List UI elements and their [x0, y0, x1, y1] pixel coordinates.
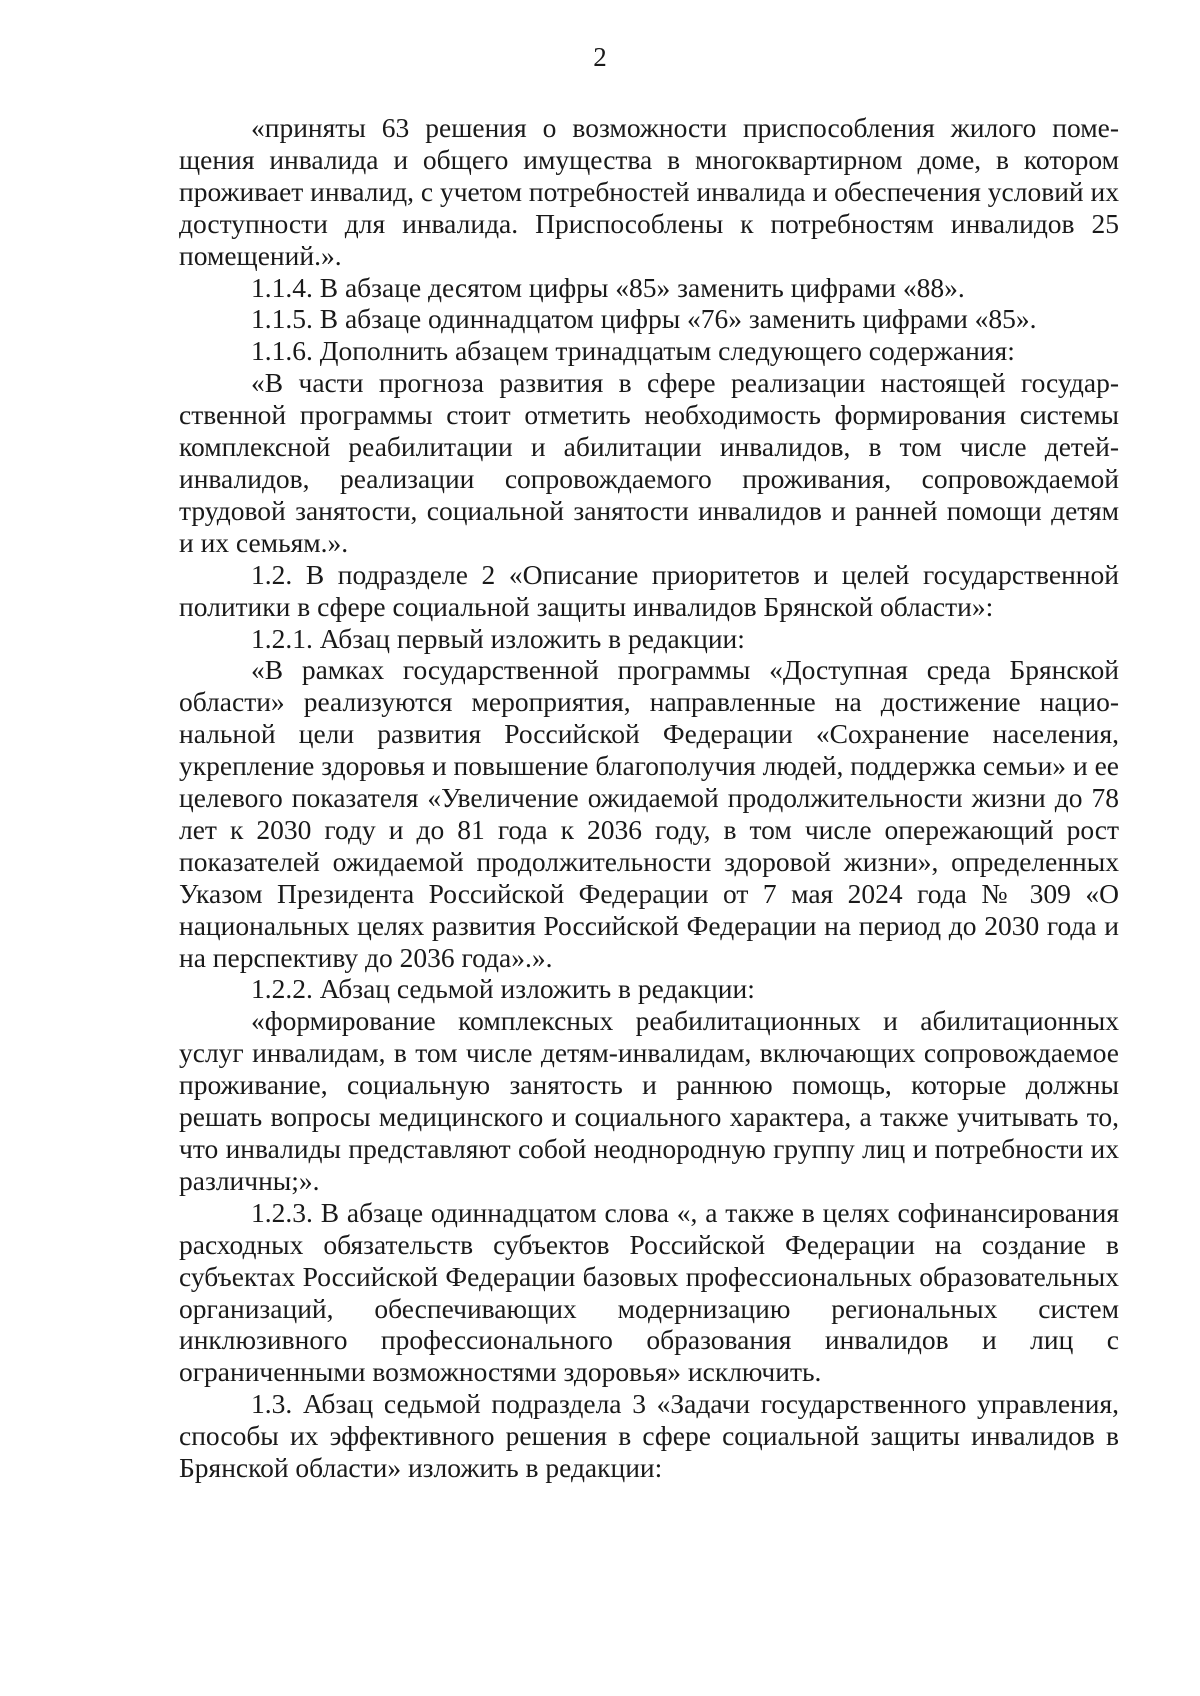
paragraph-1-1-4: 1.1.4. В абзаце десятом цифры «85» заменить цифрами «88». — [251, 271, 965, 303]
paragraph-1-3: 1.3. Абзац седьмой подраздела 3 «Задачи государственного управления, способы их эффективного решения в сфере социальной защиты инвалидов в Брянской области» изложить в редакции: — [179, 1388, 1119, 1484]
paragraph-1-2-1: 1.2.1. Абзац первый изложить в редакции: — [251, 622, 745, 654]
paragraph-1-1-5: 1.1.5. В абзаце одиннадцатом цифры «76» заменить цифрами «85». — [251, 303, 1037, 335]
paragraph-quote-forecast: «В части прогноза развития в сфере реализации настоящей государственной программы стоит отметить необходимость формирования системы комплексной реабилитации и абилитации инвалидов, в том числе детей-инвалидов, реализации сопровождаемого проживания, сопровождаемой трудовой занятости, социальной занятости инвалидов и ранней помощи детям и их семьям.». — [179, 367, 1119, 558]
paragraph-quote-rehabilitation-services: «формирование комплексных реабилитационных и абилитационных услуг инвалидам, в том числе детям-инвалидам, включающих сопровождаемое проживание, социальную занятость и раннюю помощь, которые должны решать вопросы медицинского и социального характера, а также учитывать то, что инвалиды представляют собой неоднородную группу лиц и потребности их различны;». — [179, 1005, 1119, 1196]
paragraph-1-1-6: 1.1.6. Дополнить абзацем тринадцатым следующего содержания: — [251, 335, 1015, 367]
paragraph-1-2-3: 1.2.3. В абзаце одиннадцатом слова «, а также в целях софинансирования расходных обязательств субъектов Российской Федерации на создание в субъектах Российской Федерации базовых профессиональных образовательных организаций, обеспечивающих модернизацию региональных систем инклюзивного профессионального образования инвалидов и лиц с ограниченными возможностями здоровья» исключить. — [179, 1196, 1119, 1388]
paragraph-1-2: 1.2. В подразделе 2 «Описание приоритетов и целей государственной политики в сфере социальной защиты инвалидов Брянской области»: — [179, 558, 1119, 622]
page-number: 2 — [593, 42, 607, 72]
paragraph-quote-national-goal: «В рамках государственной программы «Доступная среда Брянской области» реализуются мероприятия, направленные на достижение национальной цели развития Российской Федерации «Сохранение населения, укрепление здоровья и повышение благополучия людей, поддержка семьи» и ее целевого показателя «Увеличение ожидаемой продолжительности жизни до 78 лет к 2030 году и до 81 года к 2036 году, в том числе опережающий рост показателей ожидаемой продолжительности здоровой жизни», определенных Указом Президента Российской Федерации от 7 мая 2024 года № 309 «О национальных целях развития Российской Федерации на период до 2030 года и на перспективу до 2036 года».». — [179, 654, 1119, 973]
paragraph-1-2-2: 1.2.2. Абзац седьмой изложить в редакции: — [251, 973, 755, 1005]
paragraph-quote-housing-adaptation: «приняты 63 решения о возможности приспособления жилого помещения инвалида и общего имущества в многоквартирном доме, в котором проживает инвалид, с учетом потребностей инвалида и обеспечения условий их доступности для инвалида. Приспособлены к потребностям инвалидов 25 помещений.». — [179, 112, 1119, 271]
document-body — [179, 112, 1119, 1484]
